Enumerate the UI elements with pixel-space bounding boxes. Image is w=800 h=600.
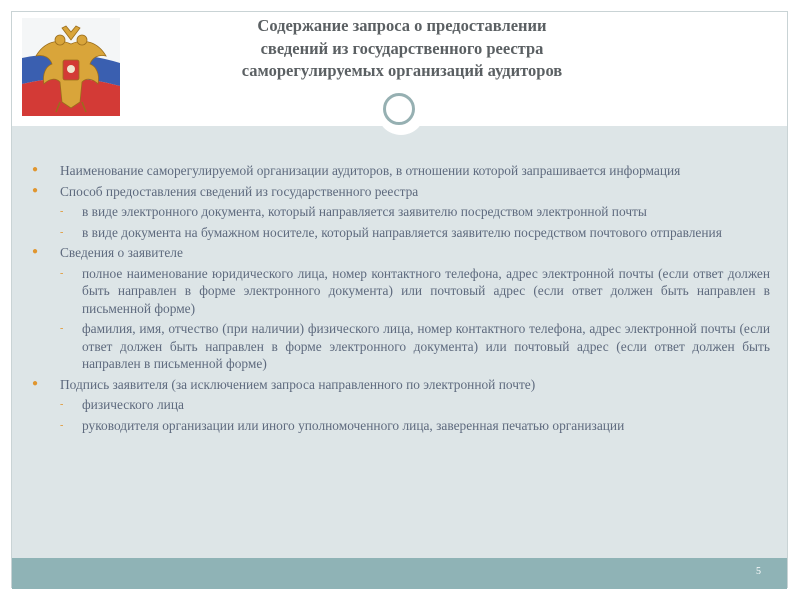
title-line: сведений из государственного реестра bbox=[260, 38, 544, 58]
sub-list-item-text: в виде электронного документа, который направляется заявителю посредством электронной почты bbox=[82, 204, 647, 219]
dash-icon: - bbox=[60, 267, 64, 279]
dash-icon: - bbox=[60, 206, 64, 217]
sub-list-item-text: руководителя организации или иного уполномоченного лица, заверенная печатью организации bbox=[82, 417, 625, 433]
sub-list-item-text: физического лица bbox=[82, 397, 184, 412]
title-line: Содержание запроса о предоставлении bbox=[257, 16, 547, 35]
list-item-text: Сведения о заявителе bbox=[60, 245, 183, 260]
slide-footer bbox=[12, 558, 787, 589]
divider-ring-icon bbox=[383, 93, 415, 125]
bullet-dot-icon: ● bbox=[32, 184, 39, 196]
list-item-text: Подпись заявителя (за исключением запроса направленного по электронной почте) bbox=[60, 376, 536, 392]
list-item bbox=[30, 244, 770, 262]
dash-icon: - bbox=[60, 323, 64, 334]
bullet-list bbox=[30, 162, 770, 437]
list-item-text: Способ предоставления сведений из государственного реестра bbox=[60, 183, 419, 199]
sub-list-item-text: фамилия, имя, отчество (при наличии) физического лица, номер контактного телефона, адрес электронной почты (если ответ должен быть направлен в форме электронного документа) или почтовый адрес (если ответ должен быть направлен в письменной форме) bbox=[82, 321, 770, 371]
sub-list-item-text: в виде документа на бумажном носителе, который направляется заявителю посредством почтового отправления bbox=[82, 224, 722, 240]
list-item bbox=[30, 162, 770, 180]
sub-list-item bbox=[30, 320, 770, 373]
bullet-dot-icon: ● bbox=[32, 377, 39, 389]
bullet-dot-icon: ● bbox=[32, 164, 39, 175]
list-item bbox=[30, 183, 770, 201]
dash-icon: - bbox=[60, 399, 64, 410]
title-line: саморегулируемых организаций аудиторов bbox=[241, 61, 563, 80]
page-title bbox=[142, 15, 662, 83]
sub-list-item-text: полное наименование юридического лица, номер контактного телефона, адрес электронной почты (если ответ должен быть направлен в форме электронного документа) или почтовый адрес (если ответ должен быть направлен в письменной форме) bbox=[82, 265, 770, 316]
list-item bbox=[30, 376, 770, 394]
page-number: 5 bbox=[756, 566, 761, 577]
sub-list-item bbox=[30, 396, 770, 414]
dash-icon: - bbox=[60, 419, 64, 431]
bullet-dot-icon: ● bbox=[32, 246, 39, 257]
slide-content bbox=[12, 126, 787, 558]
list-item-text: Наименование саморегулируемой организации аудиторов, в отношении которой запрашивается информация bbox=[60, 163, 681, 178]
sub-list-item bbox=[30, 224, 770, 242]
sub-list-item bbox=[30, 203, 770, 221]
russian-coat-of-arms-icon bbox=[22, 18, 120, 116]
dash-icon: - bbox=[60, 226, 64, 238]
sub-list-item bbox=[30, 417, 770, 435]
sub-list-item bbox=[30, 265, 770, 318]
slide bbox=[11, 11, 788, 588]
